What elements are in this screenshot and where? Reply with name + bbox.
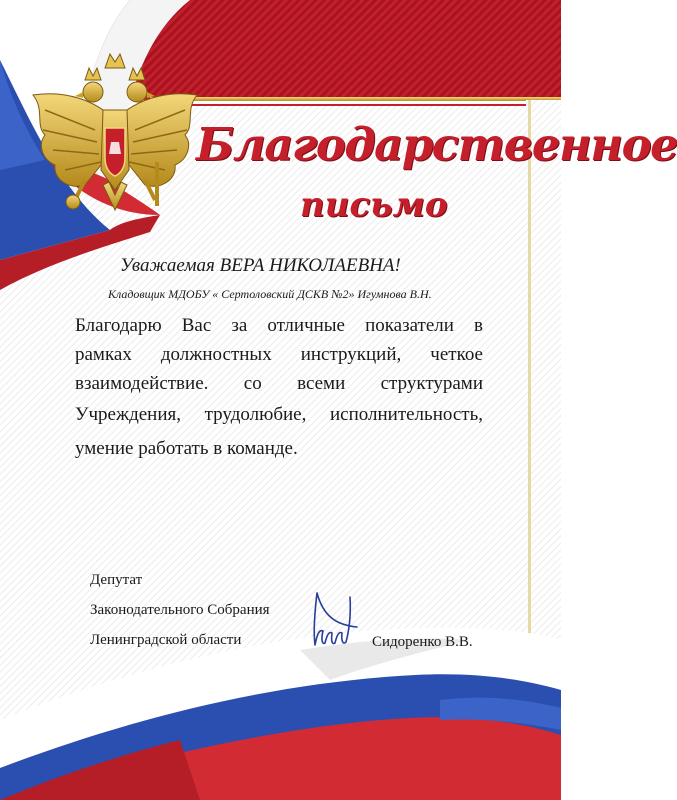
recipient-position: Кладовщик МДОБУ « Сертоловский ДСКВ №2» Игумнова В.Н. [108, 287, 432, 301]
signer-name: Сидоренко В.В. [372, 634, 473, 650]
signer-title-line-2: Законодательного Собрания [90, 602, 270, 618]
certificate-title-line1: Благодарственное [196, 118, 677, 171]
greeting: Уважаемая ВЕРА НИКОЛАЕВНА! [120, 255, 401, 276]
signer-title-line-1: Депутат [90, 572, 143, 588]
body-line-3: взаимодействие. со всеми структурами [75, 373, 483, 394]
coat-of-arms-icon [25, 50, 205, 220]
body-line-4: Учреждения, трудолюбие, исполнительность, [75, 404, 483, 425]
body-line-1: Благодарю Вас за отличные показатели в [75, 315, 483, 336]
body-line-5: умение работать в команде. [75, 438, 298, 459]
signer-title-line-3: Ленинградской области [90, 632, 242, 648]
certificate-title-line2: письмо [300, 185, 448, 225]
signature-icon [305, 585, 375, 660]
body-line-2: рамках должностных инструкций, четкое [75, 344, 483, 365]
